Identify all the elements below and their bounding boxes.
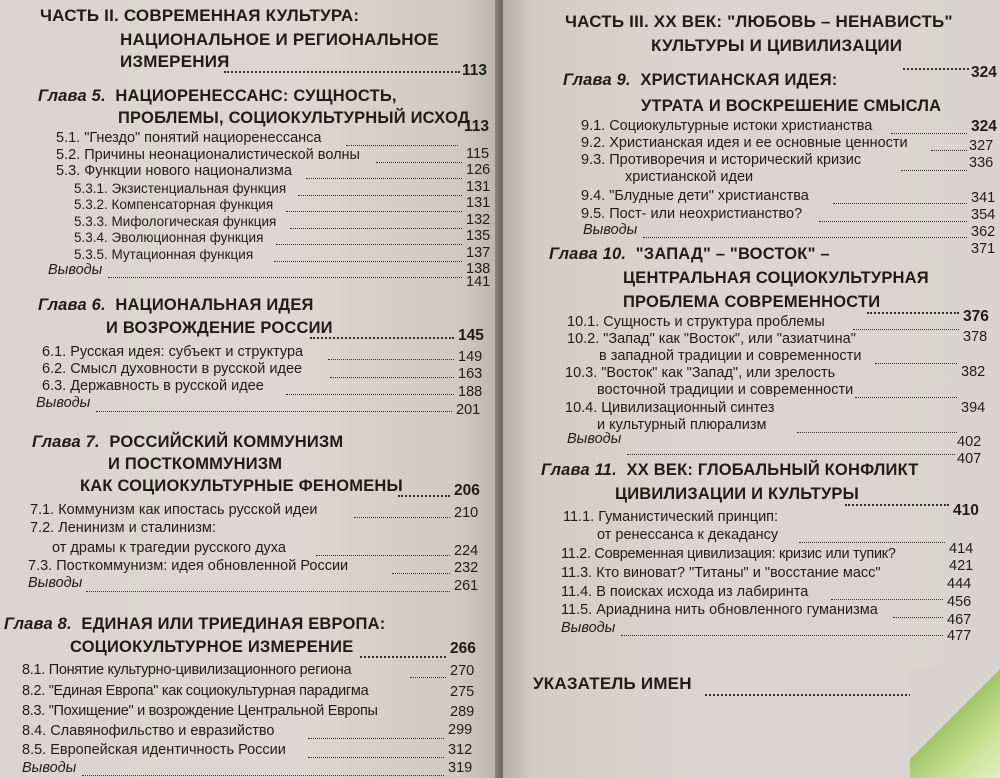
toc-page: 141 [466, 274, 491, 290]
toc-entry: 10.3. "Восток" как "Запад", или зрелость [565, 365, 836, 381]
toc-page: 131 [466, 179, 491, 195]
chapter5-page: 113 [464, 118, 490, 135]
toc-entry-continued: восточной традиции и современности [597, 382, 854, 398]
toc-entry: 9.1. Социокультурные истоки христианства [581, 118, 873, 134]
toc-page: 232 [454, 560, 479, 576]
toc-page: 394 [961, 400, 986, 416]
leader-dots [901, 162, 967, 171]
chapter11-page: 410 [953, 502, 979, 519]
chapter8-title-line2: СОЦИОКУЛЬТУРНОЕ ИЗМЕРЕНИЕ [70, 638, 354, 656]
toc-entry: 5.3.3. Мифологическая функция [74, 214, 277, 229]
toc-page: 407 [957, 451, 982, 467]
chapter6-page: 145 [458, 327, 484, 344]
chapter9-title-line2: УТРАТА И ВОСКРЕШЕНИЕ СМЫСЛА [641, 97, 942, 115]
chapter6-title-line1: НАЦИОНАЛЬНАЯ ИДЕЯ [115, 296, 314, 314]
chapter5-heading [38, 86, 397, 106]
chapter7-heading [32, 432, 343, 452]
leader-dots [819, 213, 967, 222]
toc-entry: 9.3. Противоречия и исторический кризис [581, 152, 862, 168]
toc-entry: 9.5. Пост- или неохристианство? [581, 206, 803, 222]
leader-dots [376, 154, 462, 163]
conclusions-label: Выводы [48, 262, 103, 278]
conclusions-label: Выводы [28, 575, 83, 591]
toc-entry-continued: христианской идеи [625, 169, 754, 185]
leader-dots [853, 321, 959, 330]
chapter10-title-line1: "ЗАПАД" – "ВОСТОК" – [635, 245, 830, 263]
leader-dots [306, 170, 462, 179]
green-book-corner [910, 668, 1000, 778]
toc-page: 270 [450, 663, 475, 679]
chapter7-title-line2: И ПОСТКОММУНИЗМ [108, 455, 283, 473]
leader-dots [833, 195, 967, 204]
chapter11-title-line2: ЦИВИЛИЗАЦИИ И КУЛЬТУРЫ [615, 485, 859, 503]
leader-dots [891, 125, 967, 134]
conclusions-label: Выводы [583, 222, 638, 238]
toc-page: 467 [947, 612, 972, 628]
conclusions-label: Выводы [36, 395, 91, 411]
leader-dots [346, 137, 458, 146]
leader-dots [286, 203, 462, 212]
leader-dots [276, 236, 462, 245]
chapter5-title-line2: ПРОБЛЕМЫ, СОЦИОКУЛЬТУРНЫЙ ИСХОД [118, 109, 470, 127]
toc-page: 324 [971, 118, 997, 135]
toc-entry: 10.2. "Запад" как "Восток", или "азиатчина" [567, 331, 856, 347]
name-index-title: УКАЗАТЕЛЬ ИМЕН [533, 674, 692, 693]
part2-title-line2: НАЦИОНАЛЬНОЕ И РЕГИОНАЛЬНОЕ [120, 30, 439, 49]
toc-page: 477 [947, 628, 972, 644]
leader-dots [316, 547, 450, 556]
leader-dots [360, 648, 446, 658]
toc-page: 371 [971, 241, 996, 257]
leader-dots [328, 351, 454, 360]
leader-dots [290, 220, 462, 229]
toc-entry: 10.1. Сущность и структура проблемы [567, 314, 825, 330]
chapter6-heading [38, 295, 314, 315]
toc-page: 289 [450, 704, 475, 720]
toc-entry: 8.4. Славянофильство и евразийство [22, 723, 275, 739]
chapter10-page: 376 [963, 308, 989, 325]
chapter7-label: Глава 7. [32, 433, 100, 451]
toc-entry-continued: от ренессанса к декадансу [597, 527, 779, 543]
part3-title-line1: ЧАСТЬ III. XX ВЕК: "ЛЮБОВЬ – НЕНАВИСТЬ" [565, 12, 953, 31]
leader-dots [831, 591, 943, 600]
chapter9-label: Глава 9. [563, 71, 631, 89]
chapter5-label: Глава 5. [38, 87, 106, 105]
leader-dots [308, 730, 444, 739]
toc-page: 299 [448, 722, 473, 738]
toc-entry: 10.4. Цивилизационный синтез [565, 400, 775, 416]
chapter6-label: Глава 6. [38, 296, 106, 314]
toc-entry: 5.3. Функции нового национализма [56, 163, 292, 179]
toc-page: 336 [969, 155, 994, 171]
toc-entry: 7.3. Посткоммунизм: идея обновленной России [28, 558, 349, 574]
toc-entry: 5.2. Причины неонационалистической волны [56, 147, 360, 163]
chapter10-title-line3: ПРОБЛЕМА СОВРЕМЕННОСТИ [623, 293, 881, 311]
leader-dots [392, 565, 450, 574]
toc-page: 414 [949, 541, 974, 557]
toc-page: 421 [949, 558, 974, 574]
toc-page: 261 [454, 578, 479, 594]
toc-entry: 7.2. Ленинизм и сталинизм: [30, 520, 216, 536]
toc-entry: 11.4. В поисках исхода из лабиринта [561, 584, 809, 600]
leader-dots [410, 669, 446, 678]
toc-entry: 8.1. Понятие культурно-цивилизационного региона [22, 662, 352, 678]
leader-dots [855, 389, 957, 398]
toc-entry: 11.3. Кто виноват? "Титаны" и "восстание масс" [561, 565, 881, 581]
toc-page: 132 [466, 212, 491, 228]
toc-entry: 6.1. Русская идея: субъект и структура [42, 344, 304, 360]
chapter11-heading [541, 460, 919, 480]
chapter10-title-line2: ЦЕНТРАЛЬНАЯ СОЦИОКУЛЬТУРНАЯ [623, 269, 929, 287]
toc-entry: 5.3.1. Экзистенциальная функция [74, 181, 287, 196]
toc-entry: 6.2. Смысл духовности в русской идее [42, 361, 303, 377]
chapter10-heading [549, 244, 830, 264]
chapter8-heading [4, 614, 385, 634]
toc-entry: 11.1. Гуманистический принцип: [563, 509, 779, 525]
toc-page: 138 [466, 261, 491, 277]
leader-dots [643, 229, 967, 238]
leader-dots [298, 187, 462, 196]
chapter6-title-line2: И ВОЗРОЖДЕНИЕ РОССИИ [106, 319, 333, 337]
chapter7-page: 206 [454, 482, 480, 499]
toc-entry: 5.1. "Гнездо" понятий нациоренессанса [56, 130, 322, 146]
toc-page: 137 [466, 245, 491, 261]
toc-page: 135 [466, 228, 491, 244]
leader-dots [310, 329, 454, 339]
chapter9-heading [563, 70, 837, 90]
toc-page: 378 [963, 329, 988, 345]
leader-dots [286, 386, 454, 395]
leader-dots [799, 534, 945, 543]
leader-dots [330, 369, 454, 378]
leader-dots [903, 60, 969, 70]
chapter8-page: 266 [450, 640, 476, 657]
right-page [503, 0, 1000, 778]
chapter8-label: Глава 8. [4, 615, 72, 633]
chapter11-label: Глава 11. [541, 461, 617, 479]
part3-title-line2: КУЛЬТУРЫ И ЦИВИЛИЗАЦИИ [651, 36, 903, 55]
conclusions-label: Выводы [561, 620, 616, 636]
toc-entry: 7.1. Коммунизм как ипостась русской идеи [30, 502, 318, 518]
part2-title-line3: ИЗМЕРЕНИЯ [120, 52, 230, 71]
toc-page: 188 [458, 384, 483, 400]
toc-entry: 5.3.5. Мутационная функция [74, 247, 254, 262]
leader-dots [875, 355, 957, 364]
leader-dots [82, 767, 444, 776]
leader-dots [86, 583, 450, 592]
toc-entry: 9.2. Христианская идея и ее основные ценности [581, 135, 908, 151]
leader-dots [308, 749, 444, 758]
leader-dots [893, 609, 943, 618]
toc-page: 163 [458, 366, 483, 382]
toc-entry-continued: в западной традиции и современности [599, 348, 862, 364]
chapter7-title-line3: КАК СОЦИОКУЛЬТУРНЫЕ ФЕНОМЕНЫ [80, 477, 403, 495]
chapter7-title-line1: РОССИЙСКИЙ КОММУНИЗМ [109, 433, 344, 451]
leader-dots [627, 446, 955, 455]
chapter5-title-line1: НАЦИОРЕНЕССАНС: СУЩНОСТЬ, [115, 87, 397, 105]
toc-page: 402 [957, 434, 982, 450]
toc-page: 444 [947, 576, 972, 592]
leader-dots [845, 496, 949, 506]
toc-page: 312 [448, 742, 473, 758]
leader-dots [354, 509, 450, 518]
toc-page: 456 [947, 594, 972, 610]
toc-page: 327 [969, 138, 994, 154]
leader-dots [274, 253, 462, 262]
toc-entry: 8.3. "Похищение" и возрождение Центральной Европы [22, 703, 378, 719]
toc-page: 354 [971, 207, 996, 223]
toc-page: 131 [466, 195, 491, 211]
toc-page: 149 [458, 349, 483, 365]
leader-dots [108, 269, 462, 278]
part3-page: 324 [971, 64, 997, 81]
toc-page: 126 [466, 162, 491, 178]
leader-dots [705, 686, 931, 696]
chapter11-title-line1: XX ВЕК: ГЛОБАЛЬНЫЙ КОНФЛИКТ [626, 461, 919, 479]
toc-entry: 5.3.2. Компенсаторная функция [74, 197, 274, 212]
part2-page: 113 [462, 62, 488, 79]
chapter9-title-line1: ХРИСТИАНСКАЯ ИДЕЯ: [640, 71, 838, 89]
chapter8-title-line1: ЕДИНАЯ ИЛИ ТРИЕДИНАЯ ЕВРОПА: [81, 615, 386, 633]
toc-page: 224 [454, 543, 479, 559]
leader-dots [224, 63, 460, 73]
toc-entry: 11.5. Ариаднина нить обновленного гуманизма [561, 602, 878, 618]
toc-page: 382 [961, 364, 986, 380]
toc-entry-continued: от драмы к трагедии русского духа [52, 540, 286, 556]
leader-dots [797, 424, 957, 433]
conclusions-label: Выводы [567, 431, 622, 447]
toc-page: 210 [454, 505, 479, 521]
toc-entry: 8.5. Европейская идентичность России [22, 742, 286, 758]
leader-dots [867, 304, 959, 314]
toc-entry: 9.4. "Блудные дети" христианства [581, 188, 809, 204]
toc-entry: 8.2. "Единая Европа" как социокультурная парадигма [22, 683, 369, 699]
leader-dots [931, 142, 967, 151]
leader-dots [621, 627, 943, 636]
toc-page: 201 [456, 402, 481, 418]
leader-dots [96, 403, 452, 412]
leader-dots [398, 487, 450, 497]
conclusions-label: Выводы [22, 760, 77, 776]
toc-entry: 11.2. Современная цивилизация: кризис или тупик? [561, 546, 896, 562]
chapter10-label: Глава 10. [549, 245, 627, 263]
toc-page: 362 [971, 224, 996, 240]
toc-page: 115 [466, 146, 490, 162]
toc-entry: 5.3.4. Эволюционная функция [74, 230, 264, 245]
toc-entry: 6.3. Державность в русской идее [42, 378, 264, 394]
toc-entry-continued: и культурный плюрализм [597, 417, 767, 433]
toc-page: 275 [450, 684, 475, 700]
toc-page: 319 [448, 760, 473, 776]
toc-page: 341 [971, 190, 996, 206]
part2-title-line1: ЧАСТЬ II. СОВРЕМЕННАЯ КУЛЬТУРА: [40, 6, 360, 25]
